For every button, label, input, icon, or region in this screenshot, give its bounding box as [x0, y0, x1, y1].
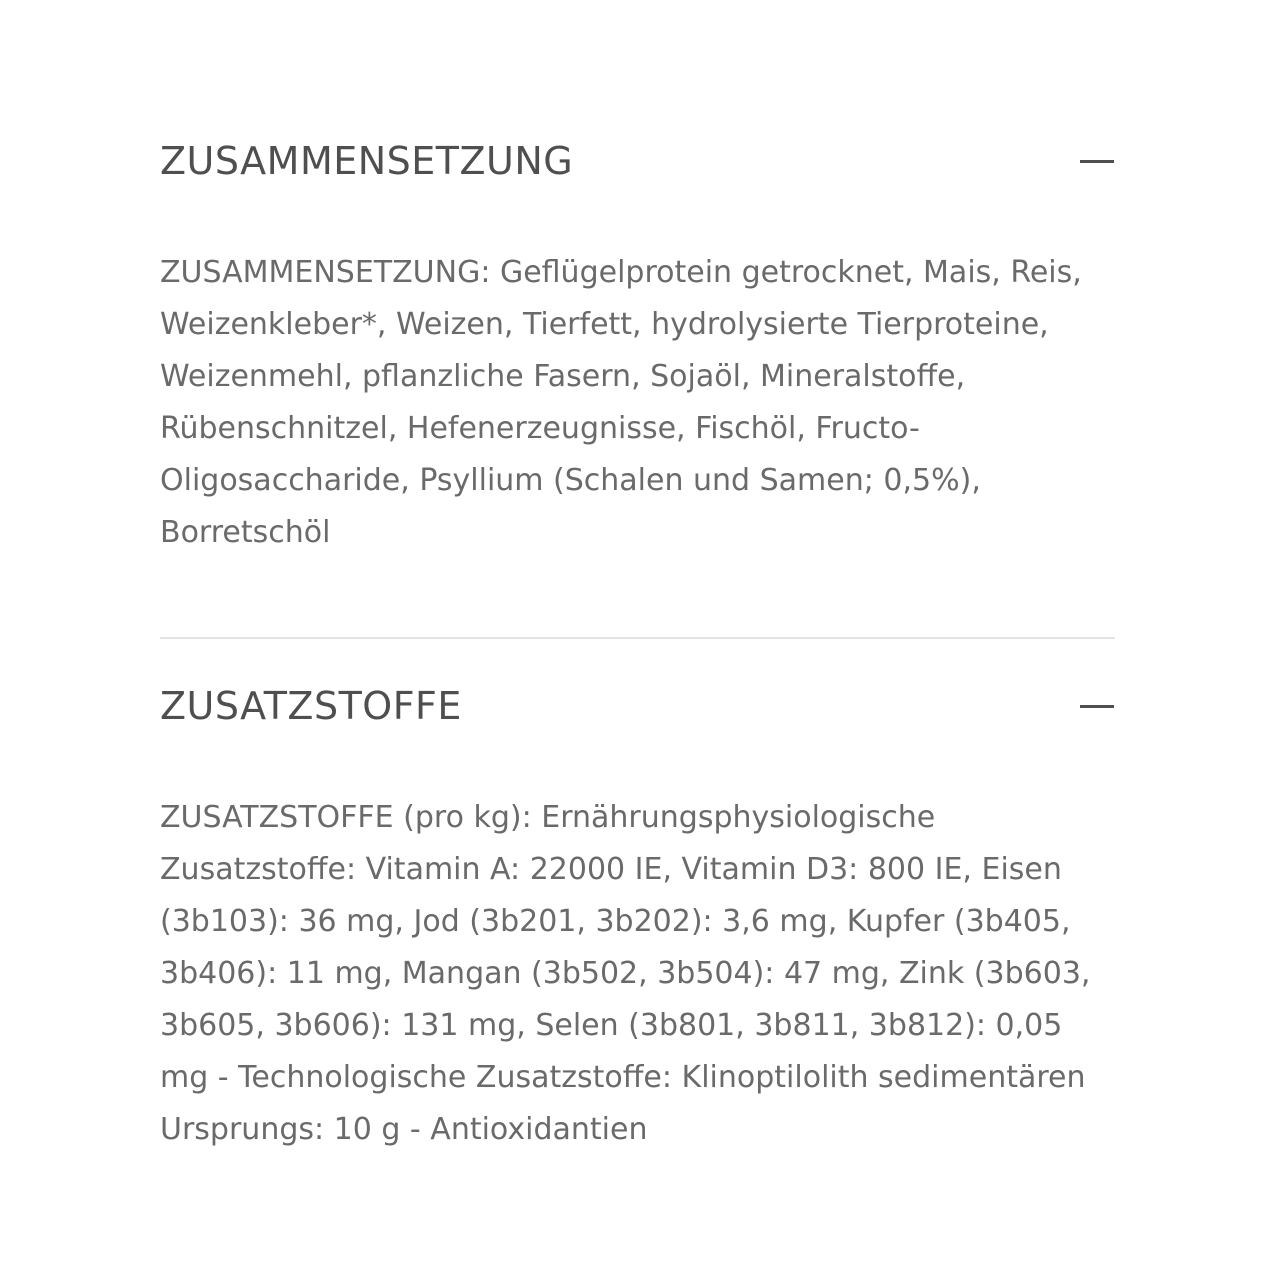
composition-title: ZUSAMMENSETZUNG — [160, 139, 574, 183]
section-divider — [160, 637, 1115, 639]
additives-text: ZUSATZSTOFFE (pro kg): Ernährungsphysiologische Zusatzstoffe: Vitamin A: 22000 IE, Vitamin D3: 800 IE, Eisen (3b103): 36 mg, Jod (3b201, 3b202): 3,6 mg, Kupfer (3b405, 3b406): 11 mg, Mangan (3b502, 3b504): 47 mg, Zink (3b603, 3b605, 3b606): 131 mg, Selen (3b801, 3b811, 3b812): 0,05 mg - Technologische Zusatzstoffe: Klinoptilolith sedimentären Ursprungs: 10 g - Antioxidantien — [160, 800, 1091, 1147]
composition-section — [160, 133, 1115, 559]
composition-text: ZUSAMMENSETZUNG: Geflügelprotein getrocknet, Mais, Reis, Weizenkleber*, Weizen, Tierfett, hydrolysierte Tierproteine, Weizenmehl, pflanzliche Fasern, Sojaöl, Mineralstoffe, Rübenschnitzel, Hefenerzeugnisse, Fischöl, Fructo-Oligosaccharide, Psyllium (Schalen und Samen; 0,5%), Borretschöl — [160, 255, 1082, 550]
composition-accordion-header[interactable] — [160, 133, 1115, 189]
minus-icon[interactable] — [1079, 694, 1115, 718]
additives-section — [160, 678, 1115, 1156]
additives-title: ZUSATZSTOFFE — [160, 684, 462, 728]
minus-icon[interactable] — [1079, 149, 1115, 173]
additives-accordion-header[interactable] — [160, 678, 1115, 734]
